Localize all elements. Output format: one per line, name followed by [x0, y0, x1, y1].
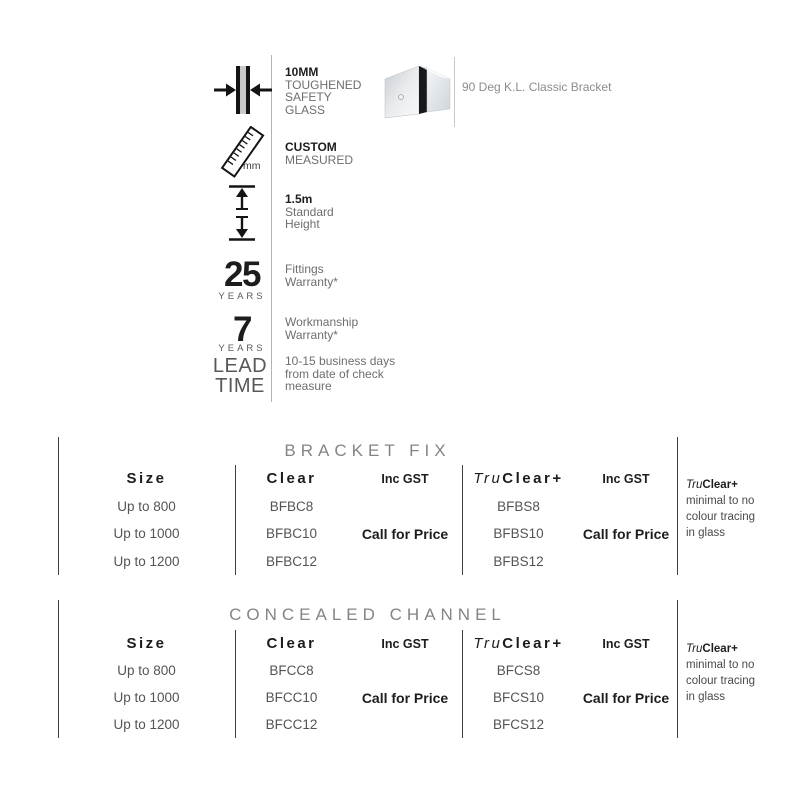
standard-height-icon — [226, 184, 258, 242]
truclear-brand-clear: Clear+ — [502, 635, 564, 652]
col-header-inc-gst: Inc GST — [381, 471, 429, 486]
fittings-warranty-years-number: 25 — [224, 255, 260, 294]
col-header-truclear — [462, 470, 575, 487]
clear-price-cell: Call for Price — [361, 689, 449, 706]
col-header-inc-gst: Inc GST — [602, 636, 650, 651]
col-header-inc-gst: Inc GST — [602, 471, 650, 486]
truclear-code-cell: BFBS8 — [497, 498, 540, 514]
col-header-size: Size — [126, 470, 167, 488]
workmanship-warranty-years-unit: YEARS — [218, 343, 266, 354]
col-header-size: Size — [126, 635, 167, 652]
truclear-note-bracket-fix — [677, 437, 777, 575]
bracket-product-image — [379, 57, 453, 121]
table-header-row — [58, 465, 677, 493]
truclear-note-concealed-channel — [677, 600, 777, 738]
table-row — [58, 684, 677, 711]
custom-measured-label: CUSTOM MEASURED — [285, 140, 354, 167]
truclear-brand-clear: Clear+ — [502, 470, 564, 488]
glass-spec-label: 10MM TOUGHENED SAFETY GLASS — [285, 65, 362, 117]
glass-thickness-icon — [214, 62, 272, 118]
size-cell: Up to 1000 — [113, 526, 180, 542]
table-row — [58, 711, 677, 738]
truclear-brand-clear: Clear+ — [702, 643, 738, 655]
table-divider-size-clear — [235, 465, 236, 575]
table-row — [58, 548, 677, 576]
truclear-code-cell: BFBS10 — [493, 526, 544, 542]
clear-code-cell: BFBC8 — [269, 498, 314, 514]
size-cell: Up to 1200 — [113, 717, 180, 732]
clear-code-cell: BFCC10 — [265, 690, 318, 705]
lead-time-label: LEAD TIME — [212, 355, 268, 397]
col-header-clear: Clear — [266, 635, 317, 652]
truclear-brand-tru: Tru — [686, 479, 703, 491]
table-divider-clear-truclear — [462, 465, 463, 575]
table-title: CONCEALED CHANNEL — [229, 605, 506, 624]
clear-price-cell: Call for Price — [361, 525, 449, 542]
truclear-code-cell: BFCS12 — [492, 717, 545, 732]
table-row — [58, 657, 677, 684]
ruler-unit-label: mm — [243, 160, 261, 172]
fittings-warranty-years-unit: YEARS — [218, 291, 266, 302]
truclear-brand-tru: Tru — [473, 635, 503, 652]
concealed-channel-table — [58, 600, 677, 738]
size-cell: Up to 800 — [117, 663, 176, 678]
bracket-divider — [454, 57, 455, 127]
truclear-code-cell: BFCS8 — [496, 663, 541, 678]
size-cell: Up to 1200 — [113, 553, 180, 569]
truclear-price-cell: Call for Price — [582, 525, 670, 542]
note-divider — [677, 437, 678, 575]
workmanship-warranty-label: Workmanship Warranty* — [285, 315, 359, 342]
clear-code-cell: BFBC10 — [265, 526, 318, 542]
table-left-border — [58, 437, 59, 575]
standard-height-label: 1.5m Standard Height — [285, 192, 334, 231]
truclear-code-cell: BFBS12 — [493, 553, 544, 569]
col-header-truclear — [462, 635, 575, 652]
note-divider — [677, 600, 678, 738]
truclear-code-cell: BFCS10 — [492, 690, 545, 705]
table-row — [58, 520, 677, 548]
table-divider-size-clear — [235, 630, 236, 738]
table-left-border — [58, 600, 59, 738]
size-cell: Up to 800 — [117, 498, 176, 514]
truclear-price-cell: Call for Price — [582, 689, 670, 706]
size-cell: Up to 1000 — [113, 690, 180, 705]
truclear-note-text: TruClear+ minimal to no colour tracing in glass — [686, 479, 756, 539]
workmanship-warranty-years-number: 7 — [233, 310, 251, 349]
lead-time-detail: 10-15 business days from date of check measure — [285, 354, 396, 393]
table-row — [58, 493, 677, 521]
clear-code-cell: BFCC8 — [269, 663, 314, 678]
table-divider-clear-truclear — [462, 630, 463, 738]
clear-code-cell: BFBC12 — [265, 553, 318, 569]
truclear-brand-tru: Tru — [686, 643, 703, 655]
bracket-label: 90 Deg K.L. Classic Bracket — [462, 80, 612, 94]
truclear-brand-clear: Clear+ — [702, 479, 738, 491]
table-header-row — [58, 630, 677, 657]
clear-code-cell: BFCC12 — [265, 717, 318, 732]
fittings-warranty-label: Fittings Warranty* — [285, 262, 338, 289]
col-header-clear: Clear — [266, 470, 317, 488]
col-header-inc-gst: Inc GST — [381, 636, 429, 651]
truclear-brand-tru: Tru — [473, 470, 503, 488]
truclear-note-text: TruClear+ minimal to no colour tracing in glass — [686, 643, 756, 703]
table-title: BRACKET FIX — [284, 441, 451, 460]
bracket-fix-table — [58, 437, 677, 575]
